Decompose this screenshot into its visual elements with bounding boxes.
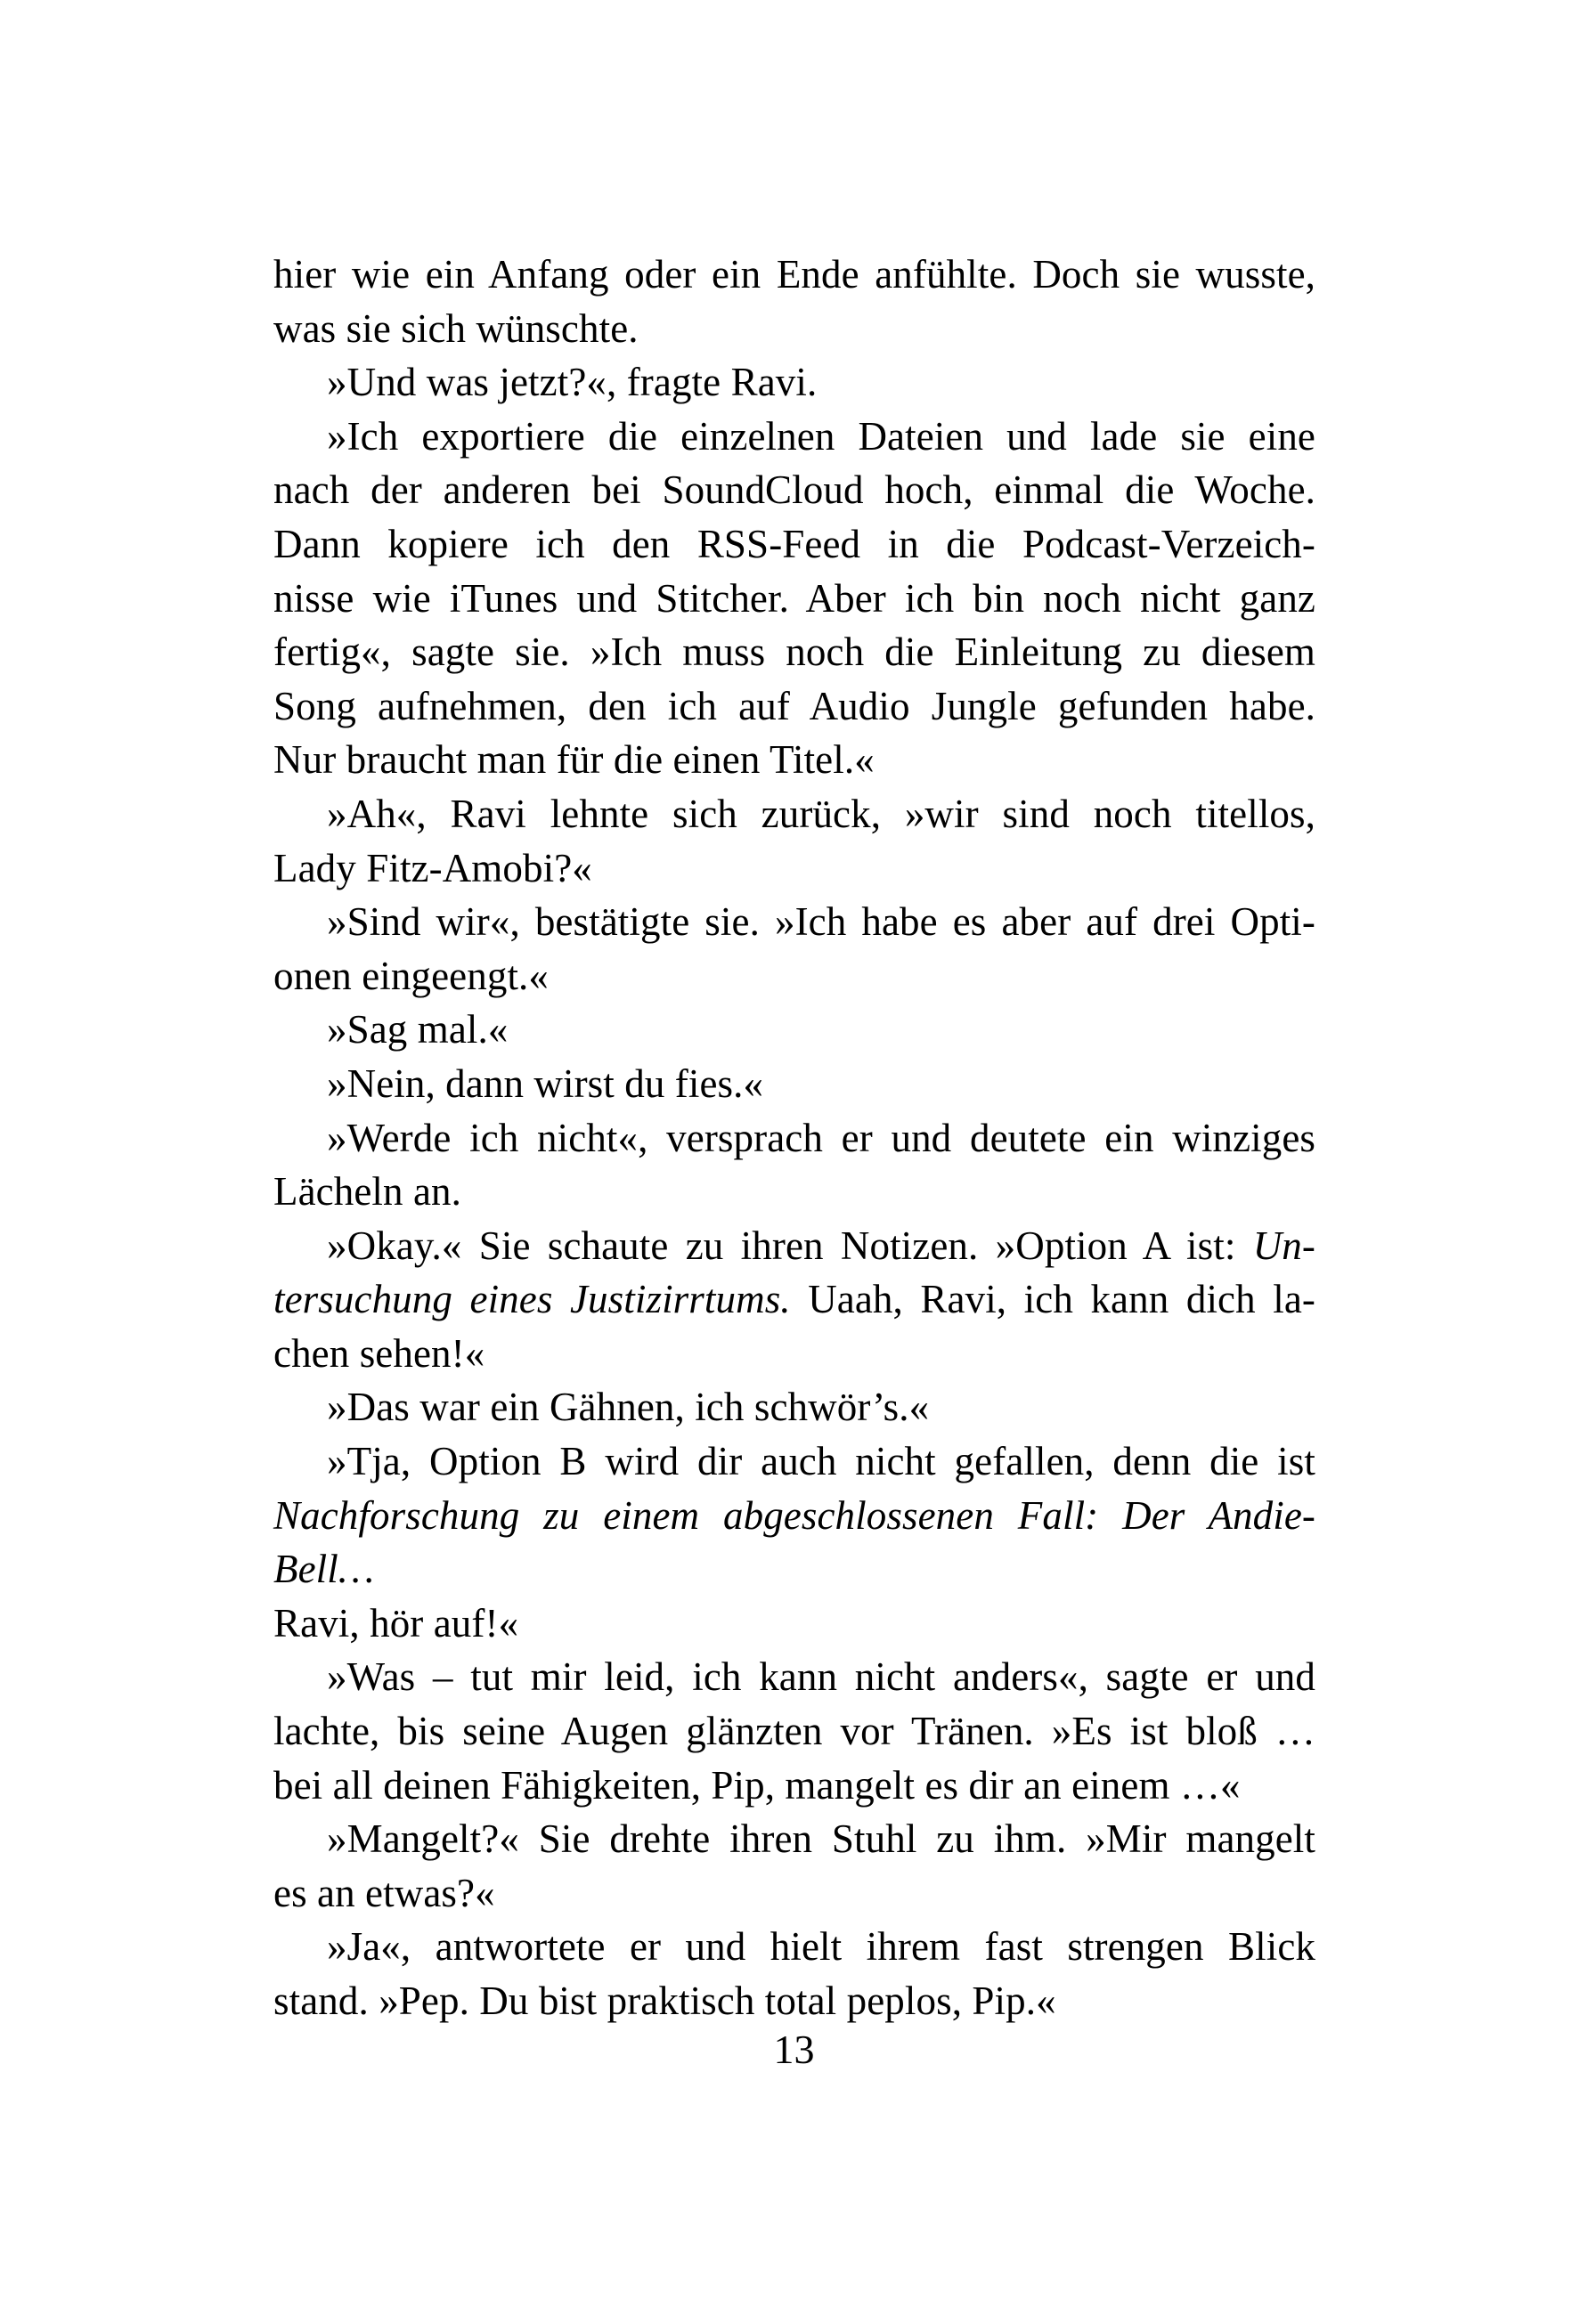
text-segment: »Werde ich nicht«, versprach er und deutete ein winziges: [327, 1115, 1315, 1160]
text-line: [273, 1111, 1315, 1166]
text-segment: Dann kopiere ich den RSS-Feed in die Podcast-Verzeich-: [273, 521, 1315, 566]
text-line: [273, 1057, 1315, 1111]
text-segment: »Nein, dann wirst du fies.«: [327, 1060, 764, 1106]
text-line: [273, 302, 1315, 356]
text-segment: bei all deinen Fähigkeiten, Pip, mangelt es dir an einem …«: [273, 1762, 1241, 1808]
text-segment: »Das war ein Gähnen, ich schwör’s.«: [327, 1385, 930, 1430]
text-segment: fertig«, sagte sie. »Ich muss noch die Einleitung zu diesem: [273, 630, 1315, 675]
text-line: [273, 733, 1315, 787]
text-segment: was sie sich wünschte.: [273, 305, 639, 351]
text-line: [273, 1812, 1315, 1866]
text-line: [273, 787, 1315, 841]
text-line: [273, 1219, 1315, 1273]
text-line: [273, 625, 1315, 679]
text-line: [273, 1650, 1315, 1704]
text-segment: lachte, bis seine Augen glänzten vor Tränen. »Es ist bloß …: [273, 1709, 1315, 1754]
text-line: [273, 248, 1315, 302]
text-line: [273, 517, 1315, 572]
text-line: [273, 1866, 1315, 1921]
text-line: [273, 841, 1315, 896]
page-number: 13: [773, 2027, 815, 2072]
text-line: [273, 1920, 1315, 1974]
text-line: [273, 949, 1315, 1004]
text-line: [273, 355, 1315, 410]
text-segment: Uaah, Ravi, ich kann dich la-: [790, 1277, 1315, 1322]
text-segment: onen eingeengt.«: [273, 953, 549, 998]
text-segment: stand. »Pep. Du bist praktisch total peplos, Pip.«: [273, 1979, 1056, 2023]
text-line: [273, 1327, 1315, 1381]
text-line: [273, 1489, 1315, 1597]
text-segment: nach der anderen bei SoundCloud hoch, einmal die Woche.: [273, 467, 1315, 513]
text-segment: chen sehen!«: [273, 1330, 485, 1376]
text-segment: »Okay.« Sie schaute zu ihren Notizen. »Option A ist:: [327, 1223, 1253, 1268]
text-segment: Nur braucht man für die einen Titel.«: [273, 737, 875, 783]
text-segment: es an etwas?«: [273, 1870, 495, 1915]
text-segment: Song aufnehmen, den ich auf Audio Jungle gefunden habe.: [273, 683, 1315, 728]
text-line: [273, 895, 1315, 949]
text-segment-italic: Nachforschung zu einem abgeschlossenen Fall: Der Andie-Bell…: [273, 1492, 1315, 1592]
text-segment: »Ich exportiere die einzelnen Dateien und lade sie eine: [327, 413, 1315, 459]
text-segment: Ravi, hör auf!«: [273, 1600, 519, 1645]
text-line: [273, 463, 1315, 517]
text-segment: nisse wie iTunes und Stitcher. Aber ich bin noch nicht ganz: [273, 575, 1315, 621]
text-line: [273, 1704, 1315, 1759]
text-segment: »Sag mal.«: [327, 1007, 509, 1052]
text-line: [273, 1165, 1315, 1219]
text-segment: »Ah«, Ravi lehnte sich zurück, »wir sind noch titellos,: [327, 791, 1315, 836]
text-segment: »Und was jetzt?«, fragte Ravi.: [327, 360, 818, 405]
text-segment: »Was – tut mir leid, ich kann nicht anders«, sagte er und: [327, 1654, 1315, 1700]
text-line: [273, 410, 1315, 464]
text-line: [273, 1759, 1315, 1813]
text-segment: »Tja, Option B wird dir auch nicht gefallen, denn die ist: [327, 1439, 1315, 1484]
text-segment-italic: Un-: [1252, 1223, 1315, 1268]
text-line: [273, 572, 1315, 626]
text-segment: Lächeln an.: [273, 1169, 461, 1215]
text-segment: »Mangelt?« Sie drehte ihren Stuhl zu ihm. »Mir mangelt: [327, 1816, 1315, 1862]
text-line: [273, 679, 1315, 734]
page-text: [273, 248, 1315, 2028]
text-line: [273, 1974, 1315, 2028]
text-segment: »Ja«, antwortete er und hielt ihrem fast strengen Blick: [327, 1924, 1315, 1970]
text-segment: »Sind wir«, bestätigte sie. »Ich habe es aber auf drei Opti-: [327, 899, 1315, 945]
text-line: [273, 1272, 1315, 1327]
text-line: [273, 1434, 1315, 1489]
text-segment: hier wie ein Anfang oder ein Ende anfühlte. Doch sie wusste,: [273, 252, 1315, 297]
text-segment: Lady Fitz-Amobi?«: [273, 845, 592, 890]
text-line: [273, 1003, 1315, 1057]
text-line: [273, 1597, 1315, 1651]
text-segment-italic: tersuchung eines Justizirrtums.: [273, 1277, 791, 1322]
text-line: [273, 1380, 1315, 1434]
